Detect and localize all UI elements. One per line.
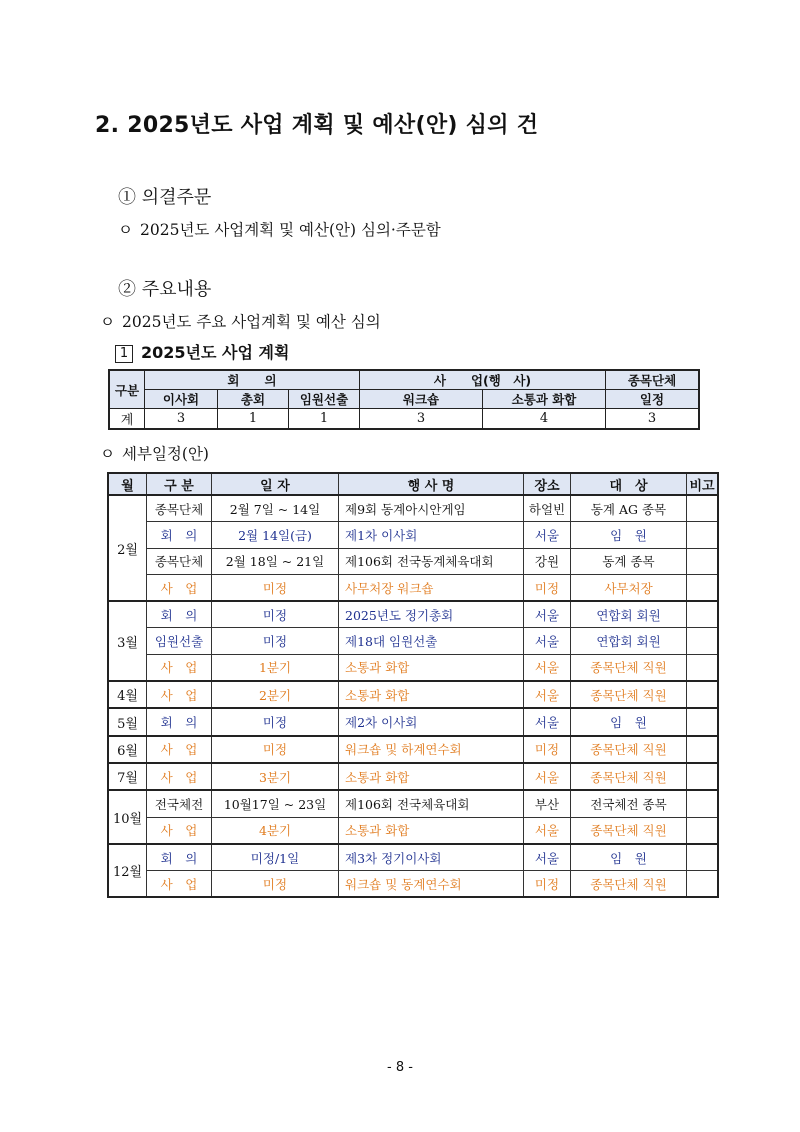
business-plan-subtitle: 2025년도 사업 계획	[141, 343, 290, 362]
date-cell: 미정	[212, 736, 339, 763]
place-cell: 서울	[524, 708, 571, 735]
category-cell: 전국체전	[147, 790, 212, 817]
schedule-intro	[100, 442, 209, 464]
event-cell: 제106회 전국동계체육대회	[339, 548, 524, 574]
sports-group-header: 종목단체	[606, 370, 700, 390]
target-cell: 임 원	[571, 708, 687, 735]
place-cell: 강원	[524, 548, 571, 574]
place-cell: 서울	[524, 601, 571, 628]
event-cell: 소통과 화합	[339, 681, 524, 708]
event-cell: 제106회 전국체육대회	[339, 790, 524, 817]
event-cell: 사무처장 워크숍	[339, 574, 524, 601]
place-cell: 미정	[524, 736, 571, 763]
table-row	[108, 681, 718, 708]
category-cell: 회 의	[147, 708, 212, 735]
event-cell: 제3차 정기이사회	[339, 844, 524, 871]
target-cell: 동계 AG 종목	[571, 495, 687, 522]
total-general-meeting: 1	[218, 409, 289, 430]
category-cell: 종목단체	[147, 495, 212, 522]
event-cell: 소통과 화합	[339, 654, 524, 681]
place-cell: 서울	[524, 522, 571, 548]
section-heading-resolution: ① 의결주문	[118, 187, 212, 208]
category-cell: 임원선출	[147, 628, 212, 654]
date-cell: 2월 18일 ~ 21일	[212, 548, 339, 574]
bullet-marker: ㅇ	[100, 313, 115, 331]
table-row	[108, 574, 718, 601]
event-cell: 제1차 이사회	[339, 522, 524, 548]
target-cell: 종목단체 직원	[571, 736, 687, 763]
event-cell: 소통과 화합	[339, 763, 524, 790]
category-cell: 회 의	[147, 522, 212, 548]
table-row	[108, 817, 718, 844]
month-cell: 7월	[108, 763, 147, 790]
category-cell: 사 업	[147, 763, 212, 790]
month-cell: 12월	[108, 844, 147, 898]
event-cell: 워크숍 및 동계연수회	[339, 871, 524, 898]
month-cell: 2월	[108, 495, 147, 601]
target-cell: 종목단체 직원	[571, 817, 687, 844]
sub-header-election: 임원선출	[289, 390, 360, 409]
category-cell: 회 의	[147, 844, 212, 871]
meeting-header: 회 의	[145, 370, 360, 390]
sub-header-general-meeting: 총회	[218, 390, 289, 409]
event-cell: 워크숍 및 하계연수회	[339, 736, 524, 763]
month-cell: 4월	[108, 681, 147, 708]
sub-header-workshop: 워크숍	[360, 390, 483, 409]
main-content-item	[100, 310, 381, 332]
sub-header-communication: 소통과 화합	[483, 390, 606, 409]
remarks-cell	[687, 495, 719, 522]
col-header-event: 행 사 명	[339, 473, 524, 495]
date-cell: 미정	[212, 628, 339, 654]
place-cell: 서울	[524, 817, 571, 844]
target-cell: 임 원	[571, 522, 687, 548]
table-row	[108, 708, 718, 735]
remarks-cell	[687, 790, 719, 817]
business-plan-summary-table	[108, 369, 700, 430]
col-header-remarks: 비고	[687, 473, 719, 495]
remarks-cell	[687, 522, 719, 548]
month-cell: 6월	[108, 736, 147, 763]
target-cell: 종목단체 직원	[571, 681, 687, 708]
total-communication: 4	[483, 409, 606, 430]
target-cell: 연합회 회원	[571, 601, 687, 628]
target-cell: 전국체전 종목	[571, 790, 687, 817]
col-header-month: 월	[108, 473, 147, 495]
date-cell: 3분기	[212, 763, 339, 790]
main-content-text: 2025년도 주요 사업계획 및 예산 심의	[122, 313, 381, 331]
date-cell: 10월17일 ~ 23일	[212, 790, 339, 817]
page-number: - 8 -	[387, 1060, 413, 1075]
date-cell: 미정/1일	[212, 844, 339, 871]
detailed-schedule-table	[107, 472, 719, 898]
remarks-cell	[687, 817, 719, 844]
total-election: 1	[289, 409, 360, 430]
month-cell: 3월	[108, 601, 147, 681]
place-cell: 서울	[524, 681, 571, 708]
table-row	[108, 736, 718, 763]
place-cell: 서울	[524, 763, 571, 790]
category-cell: 사 업	[147, 574, 212, 601]
table-row	[108, 522, 718, 548]
date-cell: 2월 14일(금)	[212, 522, 339, 548]
col-header-place: 장소	[524, 473, 571, 495]
place-cell: 하얼빈	[524, 495, 571, 522]
table-row	[108, 548, 718, 574]
remarks-cell	[687, 708, 719, 735]
section-heading-main-content: ② 주요내용	[118, 279, 212, 300]
event-cell: 소통과 화합	[339, 817, 524, 844]
col-header-target: 대 상	[571, 473, 687, 495]
table-row	[108, 763, 718, 790]
remarks-cell	[687, 548, 719, 574]
col-header-category: 구 분	[147, 473, 212, 495]
place-cell: 미정	[524, 871, 571, 898]
schedule-intro-text: 세부일정(안)	[122, 445, 209, 463]
date-cell: 미정	[212, 574, 339, 601]
total-board: 3	[145, 409, 218, 430]
date-cell: 미정	[212, 601, 339, 628]
event-cell: 제2차 이사회	[339, 708, 524, 735]
remarks-cell	[687, 763, 719, 790]
remarks-cell	[687, 601, 719, 628]
target-cell: 연합회 회원	[571, 628, 687, 654]
sub-header-board: 이사회	[145, 390, 218, 409]
date-cell: 2분기	[212, 681, 339, 708]
col-header-date: 일 자	[212, 473, 339, 495]
table-row	[108, 844, 718, 871]
place-cell: 부산	[524, 790, 571, 817]
place-cell: 서울	[524, 628, 571, 654]
resolution-item	[118, 218, 441, 240]
target-cell: 사무처장	[571, 574, 687, 601]
category-cell: 회 의	[147, 601, 212, 628]
event-cell: 2025년도 정기총회	[339, 601, 524, 628]
page-title: 2. 2025년도 사업 계획 및 예산(안) 심의 건	[95, 113, 539, 138]
remarks-cell	[687, 574, 719, 601]
target-cell: 종목단체 직원	[571, 763, 687, 790]
category-cell: 사 업	[147, 736, 212, 763]
remarks-cell	[687, 871, 719, 898]
date-cell: 미정	[212, 871, 339, 898]
category-cell: 사 업	[147, 871, 212, 898]
target-cell: 동계 종목	[571, 548, 687, 574]
month-cell: 5월	[108, 708, 147, 735]
remarks-cell	[687, 681, 719, 708]
boxed-number: 1	[115, 345, 133, 363]
category-cell: 사 업	[147, 681, 212, 708]
bullet-marker: ㅇ	[118, 221, 133, 239]
place-cell: 미정	[524, 574, 571, 601]
remarks-cell	[687, 844, 719, 871]
remarks-cell	[687, 654, 719, 681]
business-plan-subheading	[115, 340, 289, 363]
table-row	[108, 601, 718, 628]
total-schedule: 3	[606, 409, 700, 430]
bullet-marker: ㅇ	[100, 445, 115, 463]
business-header: 사 업(행 사)	[360, 370, 606, 390]
table-row	[108, 871, 718, 898]
category-cell: 사 업	[147, 817, 212, 844]
category-cell: 종목단체	[147, 548, 212, 574]
table-row	[108, 790, 718, 817]
target-cell: 임 원	[571, 844, 687, 871]
place-cell: 서울	[524, 844, 571, 871]
group-header: 구분	[109, 370, 145, 409]
table-row	[108, 628, 718, 654]
total-row-label: 계	[109, 409, 145, 430]
sub-header-schedule: 일정	[606, 390, 700, 409]
category-cell: 사 업	[147, 654, 212, 681]
target-cell: 종목단체 직원	[571, 654, 687, 681]
total-workshop: 3	[360, 409, 483, 430]
table-row	[108, 495, 718, 522]
event-cell: 제18대 임원선출	[339, 628, 524, 654]
place-cell: 서울	[524, 654, 571, 681]
event-cell: 제9회 동계아시안게임	[339, 495, 524, 522]
target-cell: 종목단체 직원	[571, 871, 687, 898]
month-cell: 10월	[108, 790, 147, 844]
remarks-cell	[687, 628, 719, 654]
date-cell: 미정	[212, 708, 339, 735]
date-cell: 2월 7일 ~ 14일	[212, 495, 339, 522]
date-cell: 1분기	[212, 654, 339, 681]
resolution-text: 2025년도 사업계획 및 예산(안) 심의·주문함	[140, 221, 441, 239]
table-row	[108, 654, 718, 681]
remarks-cell	[687, 736, 719, 763]
date-cell: 4분기	[212, 817, 339, 844]
